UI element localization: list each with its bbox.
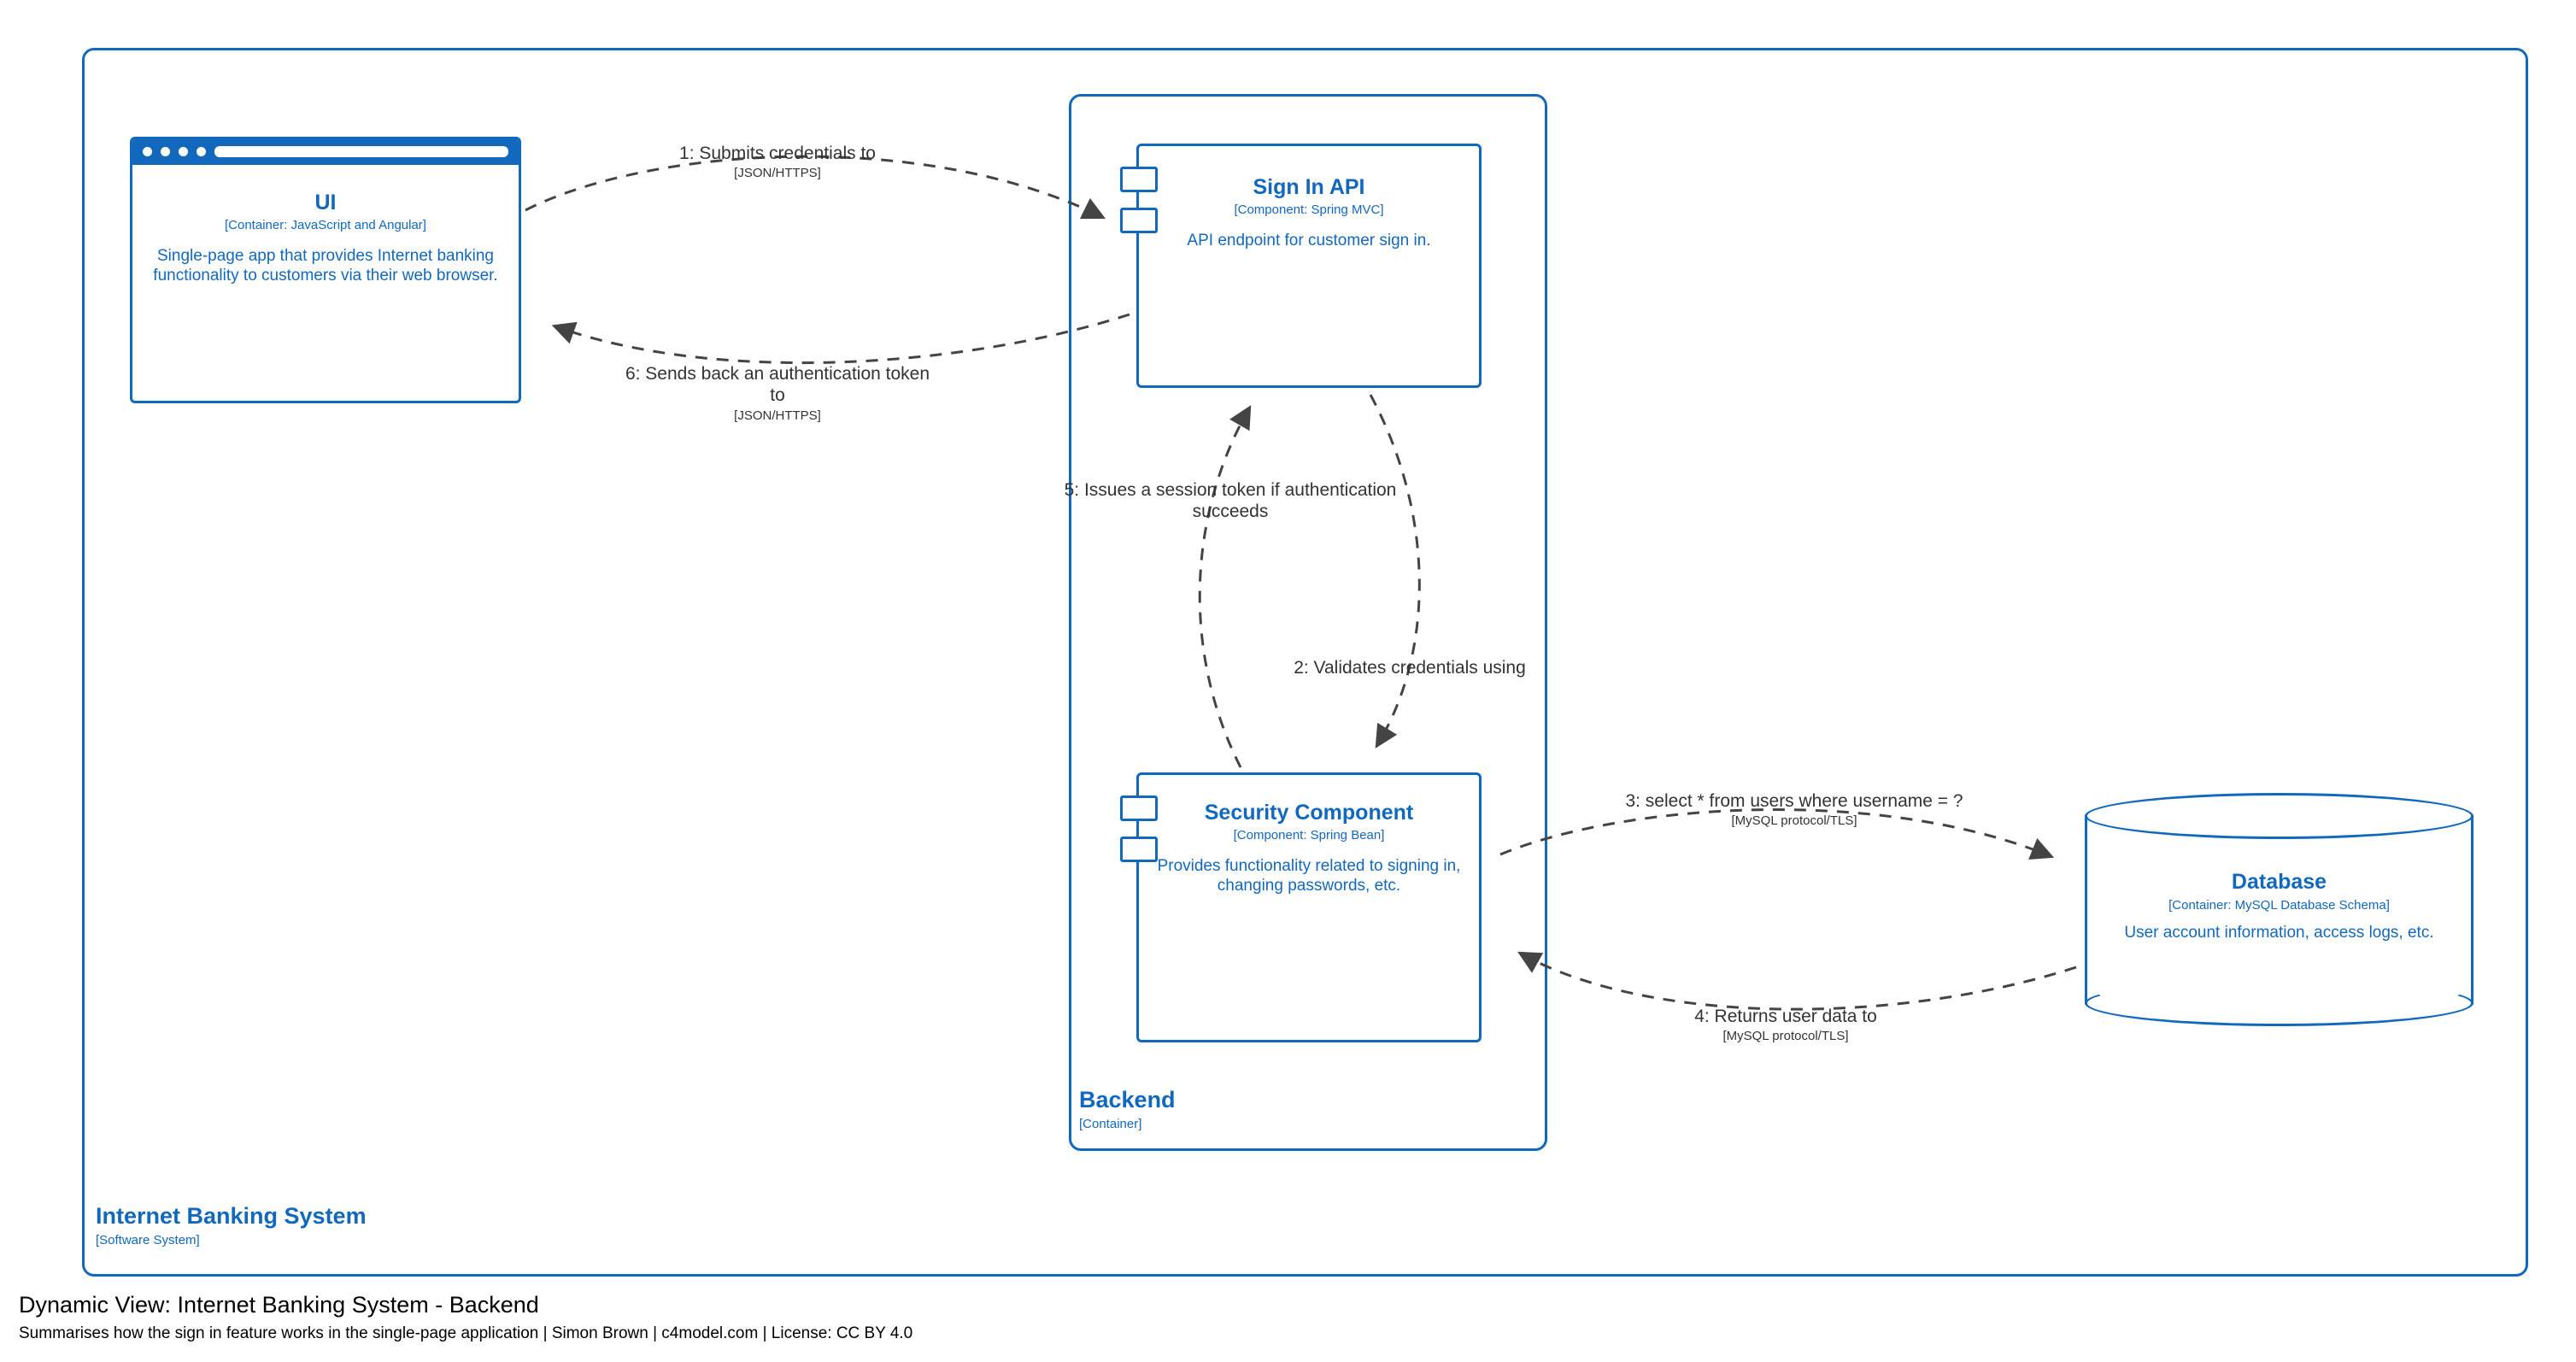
node-database[interactable] — [2085, 793, 2473, 1026]
node-text-block — [2085, 870, 2473, 942]
node-title: Database — [2231, 870, 2327, 894]
node-meta: [Component: Spring MVC] — [1234, 203, 1384, 217]
browser-address-bar-icon — [214, 146, 508, 157]
node-description: User account information, access logs, etc. — [2124, 924, 2434, 942]
cylinder-top — [2085, 793, 2473, 839]
component-tab-icon — [1120, 208, 1158, 233]
footer-subtitle: Summarises how the sign in feature works in the single-page application | Simon Brown | c4model.com | License: CC BY 4.0 — [19, 1324, 913, 1342]
edge-label-tech: [MySQL protocol/TLS] — [1722, 1029, 1849, 1044]
diagram-footer — [19, 1292, 912, 1343]
node-meta: [Container: JavaScript and Angular] — [225, 218, 426, 232]
edge-label-text: 3: select * from users where username = ? — [1625, 791, 1963, 812]
node-title: Security Component — [1204, 801, 1414, 825]
component-tab-icon — [1120, 167, 1158, 192]
edge-label-text: 5: Issues a session token if authentication succeeds — [1064, 480, 1397, 522]
node-meta: [Container: MySQL Database Schema] — [2168, 898, 2390, 913]
browser-dot-icon — [143, 147, 152, 156]
node-signin-api[interactable] — [1136, 144, 1482, 388]
node-description: Provides functionality related to signing in, changing passwords, etc. — [1157, 857, 1461, 895]
edge-label-3 — [1615, 769, 1974, 851]
edge-label-text: 1: Submits credentials to — [679, 144, 876, 164]
edge-label-tech: [MySQL protocol/TLS] — [1731, 813, 1857, 829]
edge-label-1 — [615, 121, 940, 203]
node-title: Sign In API — [1253, 175, 1365, 199]
edge-label-tech: [JSON/HTTPS] — [734, 408, 821, 423]
node-meta: [Component: Spring Bean] — [1233, 828, 1385, 842]
footer-title: Dynamic View: Internet Banking System - Backend — [19, 1292, 539, 1318]
node-security-component[interactable] — [1136, 772, 1482, 1042]
cylinder-bottom — [2085, 980, 2473, 1026]
container-boundary-meta: [Container] — [1079, 1117, 1142, 1131]
node-description: API endpoint for customer sign in. — [1187, 232, 1431, 250]
browser-titlebar — [132, 139, 519, 165]
edge-label-tech: [JSON/HTTPS] — [734, 166, 821, 181]
container-boundary-label: Backend — [1079, 1087, 1176, 1112]
system-boundary-label: Internet Banking System — [96, 1203, 367, 1229]
edge-label-text: 4: Returns user data to — [1694, 1007, 1877, 1027]
component-tab-icon — [1120, 837, 1158, 862]
node-ui[interactable] — [130, 137, 521, 403]
edge-label-text: 2: Validates credentials using — [1294, 658, 1526, 678]
node-description: Single-page app that provides Internet banking functionality to customers via their web browser. — [153, 247, 498, 285]
browser-dot-icon — [197, 147, 206, 156]
component-tab-icon — [1120, 795, 1158, 821]
system-boundary-meta: [Software System] — [96, 1233, 200, 1248]
node-title: UI — [314, 191, 337, 214]
browser-dot-icon — [161, 147, 170, 156]
edge-label-6 — [624, 342, 931, 445]
edge-label-2 — [1256, 636, 1564, 702]
browser-dot-icon — [179, 147, 188, 156]
edge-label-4 — [1606, 984, 1965, 1066]
edge-label-text: 6: Sends back an authentication token to — [625, 364, 930, 406]
edge-label-5 — [1059, 458, 1401, 546]
